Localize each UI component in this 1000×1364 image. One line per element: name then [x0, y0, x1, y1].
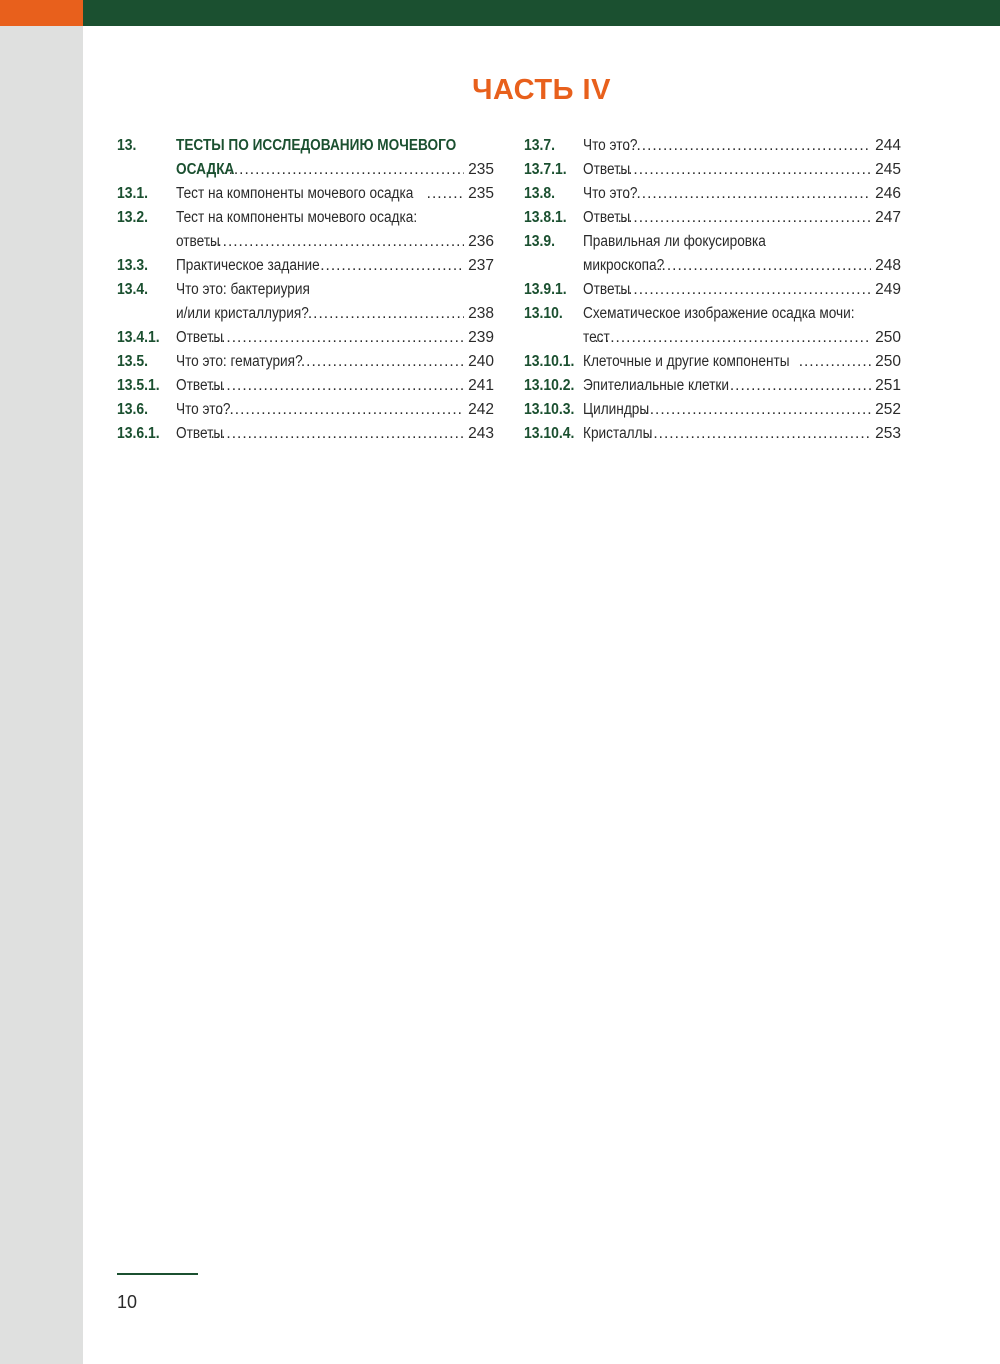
toc-entry[interactable] [524, 422, 901, 446]
toc-entry-page: 253 [875, 425, 901, 442]
toc-entry-number: 13.10.4. [524, 425, 575, 442]
toc-entry[interactable] [524, 302, 901, 350]
toc-entry-number: 13.9.1. [524, 281, 567, 298]
toc-entry-page: 247 [875, 209, 901, 226]
toc-entry-title: Цилиндры [583, 401, 650, 418]
toc-entry-number: 13.10.2. [524, 377, 575, 394]
toc-entry-page: 236 [468, 233, 494, 250]
toc-leader-dots [656, 254, 871, 278]
toc-entry-number: 13.5. [117, 353, 149, 370]
toc-leader-dots [210, 422, 464, 446]
toc-entry-number: 13.7.1. [524, 161, 567, 178]
toc-entry[interactable] [117, 134, 494, 182]
top-brand-bar [83, 0, 1000, 26]
toc-entry-number: 13.2. [117, 209, 149, 226]
toc-column-left [117, 134, 494, 446]
toc-entry-number: 13.10. [524, 305, 563, 322]
side-margin-bar [0, 26, 83, 1364]
toc-entry-number: 13.10.3. [524, 401, 575, 418]
toc-entry[interactable] [117, 422, 494, 446]
toc-leader-dots [639, 398, 871, 422]
toc-entry[interactable] [524, 206, 901, 230]
toc-entry-number: 13.9. [524, 233, 556, 250]
toc-entry[interactable] [117, 374, 494, 398]
toc-leader-dots [617, 206, 871, 230]
toc-entry-title: тест [583, 329, 610, 346]
toc-leader-dots [210, 374, 464, 398]
toc-entry-page: 235 [468, 161, 494, 178]
toc-entry[interactable] [524, 182, 901, 206]
toc-entry-page: 242 [468, 401, 494, 418]
toc-leader-dots [626, 134, 871, 158]
toc-entry-title: Ответы [176, 377, 224, 394]
toc-entry-title: Ответы [583, 281, 631, 298]
toc-entry-title: Что это? [176, 401, 231, 418]
toc-entry-number: 13.10.1. [524, 353, 575, 370]
toc-leader-dots [626, 182, 871, 206]
toc-entry-page: 248 [875, 257, 901, 274]
toc-entry[interactable] [524, 134, 901, 158]
toc-entry-page: 241 [468, 377, 494, 394]
toc-entry-page: 251 [875, 377, 901, 394]
toc-entry-title: Ответы [583, 209, 631, 226]
toc-entry[interactable] [117, 350, 494, 374]
toc-entry[interactable] [117, 278, 494, 326]
toc-leader-dots [617, 158, 871, 182]
toc-entry-page: 235 [468, 185, 494, 202]
toc-entry-page: 250 [875, 329, 901, 346]
page-number: 10 [117, 1292, 138, 1312]
toc-entry-page: 245 [875, 161, 901, 178]
toc-entry-page: 250 [875, 353, 901, 370]
toc-entry-number: 13. [117, 137, 137, 154]
toc-leader-dots [730, 374, 871, 398]
toc-entry[interactable] [524, 158, 901, 182]
toc-entry-page: 249 [875, 281, 901, 298]
toc-entry[interactable] [524, 350, 901, 374]
toc-entry-title: ответы [176, 233, 220, 250]
toc-entry[interactable] [524, 374, 901, 398]
toc-leader-dots [594, 326, 871, 350]
footer-rule [117, 1273, 198, 1275]
toc-entry-title: Что это? [583, 185, 638, 202]
toc-leader-dots [301, 350, 464, 374]
toc-entry-page: 252 [875, 401, 901, 418]
toc-entry-number: 13.1. [117, 185, 149, 202]
toc-entry-page: 243 [468, 425, 494, 442]
toc-leader-dots [207, 230, 464, 254]
toc-entry[interactable] [524, 230, 901, 278]
toc-entry-number: 13.5.1. [117, 377, 160, 394]
toc-entry-number: 13.4.1. [117, 329, 160, 346]
toc-entry-page: 240 [468, 353, 494, 370]
toc-entry-number: 13.7. [524, 137, 556, 154]
toc-entry[interactable] [117, 206, 494, 254]
toc-entry-number: 13.8.1. [524, 209, 567, 226]
toc-entry-title: микроскопа? [583, 257, 665, 274]
toc-entry-title: Что это? [583, 137, 638, 154]
toc-entry-title: Практическое задание [176, 257, 320, 274]
toc-entry-number: 13.6. [117, 401, 149, 418]
toc-leader-dots [223, 158, 464, 182]
toc-leader-dots [617, 278, 871, 302]
toc-entry-title: Ответы [583, 161, 631, 178]
toc-entry-number: 13.4. [117, 281, 149, 298]
toc-entry-title: Ответы [176, 329, 224, 346]
toc-entry-number: 13.8. [524, 185, 556, 202]
toc-entry-title: Тест на компоненты мочевого осадка [176, 185, 414, 202]
toc-column-right [524, 134, 901, 446]
toc-entry[interactable] [117, 398, 494, 422]
top-accent-bar [0, 0, 83, 26]
toc-leader-dots [219, 398, 464, 422]
toc-entry-number: 13.3. [117, 257, 149, 274]
toc-entry-title: Что это: бактериурия [176, 281, 310, 298]
toc-entry[interactable] [117, 326, 494, 350]
toc-entry-title: ТЕСТЫ ПО ИССЛЕДОВАНИЮ МОЧЕВОГО [176, 137, 457, 154]
toc-entry[interactable] [117, 182, 494, 206]
toc-entry-title: Ответы [176, 425, 224, 442]
toc-entry-title: Кристаллы [583, 425, 653, 442]
toc-entry-title: Клеточные и другие компоненты [583, 353, 790, 370]
toc-entry-title: Схематическое изображение осадка мочи: [583, 305, 855, 322]
toc-entry[interactable] [524, 398, 901, 422]
toc-leader-dots [799, 350, 871, 374]
toc-entry-title: ОСАДКА [176, 161, 235, 178]
toc-entry-title: Правильная ли фокусировка [583, 233, 766, 250]
toc-entry-number: 13.6.1. [117, 425, 160, 442]
toc-entry-title: Тест на компоненты мочевого осадка: [176, 209, 418, 226]
toc-entry-page: 237 [468, 257, 494, 274]
toc-leader-dots [427, 182, 464, 206]
toc-leader-dots [308, 302, 464, 326]
toc-entry[interactable] [117, 254, 494, 278]
toc-entry[interactable] [524, 278, 901, 302]
toc-entry-title: и/или кристаллурия? [176, 305, 309, 322]
toc-entry-page: 239 [468, 329, 494, 346]
toc-entry-title: Эпителиальные клетки [583, 377, 730, 394]
toc-entry-page: 238 [468, 305, 494, 322]
page-title: ЧАСТЬ IV [472, 74, 611, 106]
toc-leader-dots [320, 254, 464, 278]
toc-entry-page: 244 [875, 137, 901, 154]
toc-leader-dots [210, 326, 464, 350]
toc-leader-dots [643, 422, 871, 446]
toc-entry-title: Что это: гематурия? [176, 353, 303, 370]
toc-entry-page: 246 [875, 185, 901, 202]
